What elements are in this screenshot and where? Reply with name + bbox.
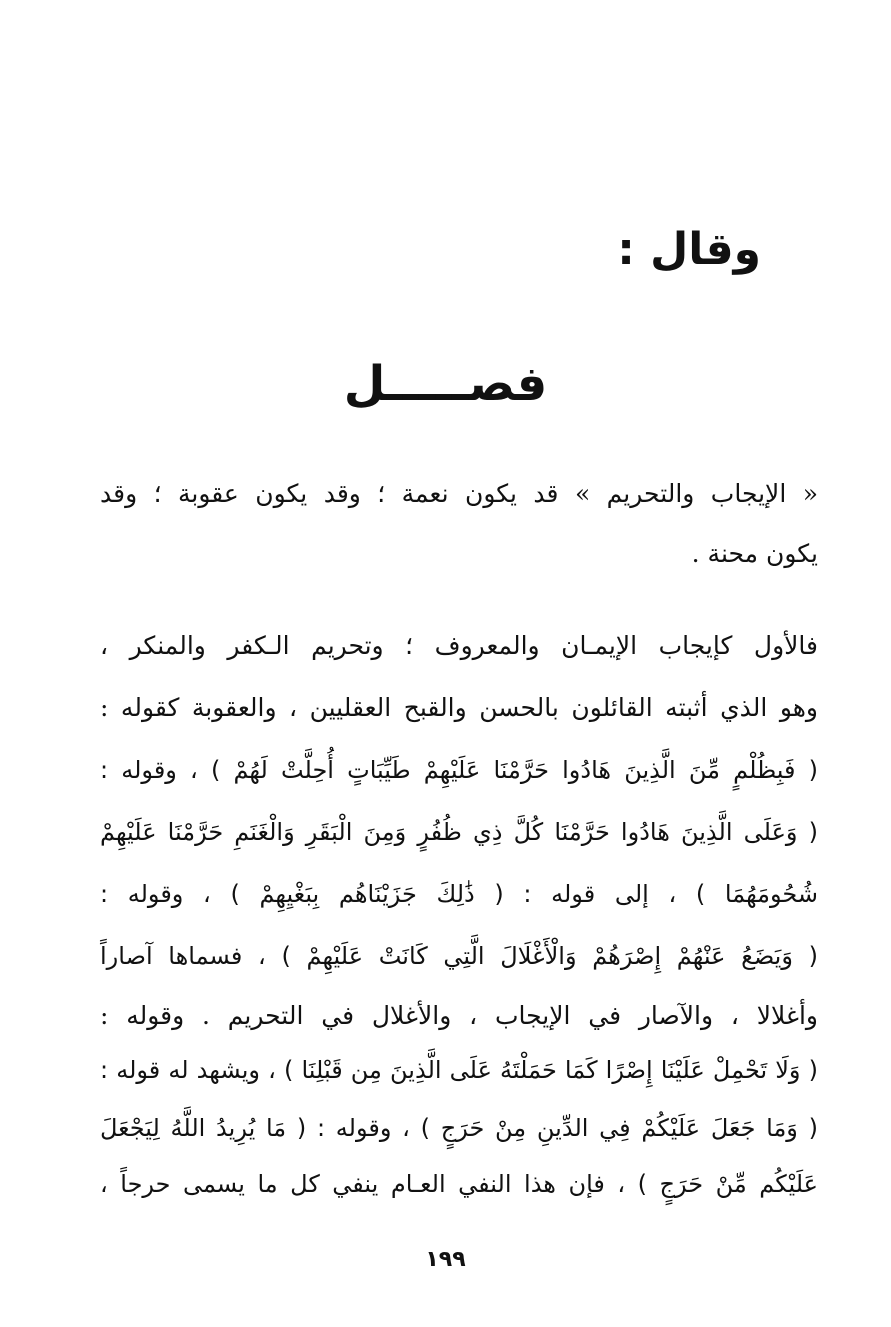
- paragraph-2-line-7: وأغلالا ، والآصار في الإيجاب ، والأغلال في التحريم . وقوله :: [100, 1001, 818, 1030]
- paragraph-2-line-6: ( وَيَضَعُ عَنْهُمْ إِصْرَهُمْ وَالْأَغْلَالَ الَّتِي كَانَتْ عَلَيْهِمْ ) ، فسماها آصاراً: [100, 942, 818, 970]
- paragraph-1-line-2: يكون محنة .: [691, 539, 818, 568]
- paragraph-2-line-10: عَلَيْكُم مِّنْ حَرَجٍ ) ، فإن هذا النفي العـام ينفي كل ما يسمى حرجاً ،: [100, 1170, 818, 1198]
- paragraph-1-line-1: « الإيجاب والتحريم » قد يكون نعمة ؛ وقد يكون عقوبة ؛ وقد: [100, 479, 818, 508]
- paragraph-2-line-9: ( وَمَا جَعَلَ عَلَيْكُمْ فِي الدِّينِ مِنْ حَرَجٍ ) ، وقوله : ( مَا يُرِيدُ اللَّهُ لِيَجْعَلَ: [100, 1114, 818, 1142]
- section-heading-fasl: [0, 352, 891, 416]
- paragraph-2-line-2: وهو الذي أثبته القائلون بالحسن والقبح العقليين ، والعقوبة كقوله :: [100, 693, 818, 722]
- fasl-title: فصـــــل: [343, 356, 548, 412]
- heading-waqal: وقال :: [617, 224, 761, 275]
- paragraph-2-line-5: شُحُومَهُمَا ) ، إلى قوله : ( ذَٰلِكَ جَزَيْنَاهُم بِبَغْيِهِمْ ) ، وقوله :: [100, 880, 818, 908]
- page-number: ١٩٩: [425, 1247, 466, 1272]
- paragraph-2-line-4: ( وَعَلَى الَّذِينَ هَادُوا حَرَّمْنَا كُلَّ ذِي ظُفُرٍ وَمِنَ الْبَقَرِ وَالْغَنَمِ حَرَّمْنَا عَلَيْهِمْ: [100, 818, 818, 846]
- paragraph-2-line-3: ( فَبِظُلْمٍ مِّنَ الَّذِينَ هَادُوا حَرَّمْنَا عَلَيْهِمْ طَيِّبَاتٍ أُحِلَّتْ لَهُمْ ) ، وقوله :: [100, 756, 818, 784]
- paragraph-2-line-1: فالأول كإيجاب الإيمـان والمعروف ؛ وتحريم الـكفر والمنكر ،: [100, 631, 818, 660]
- paragraph-2-line-8: ( وَلَا تَحْمِلْ عَلَيْنَا إِصْرًا كَمَا حَمَلْتَهُ عَلَى الَّذِينَ مِن قَبْلِنَا ) ، ويشهد له قوله :: [100, 1056, 818, 1084]
